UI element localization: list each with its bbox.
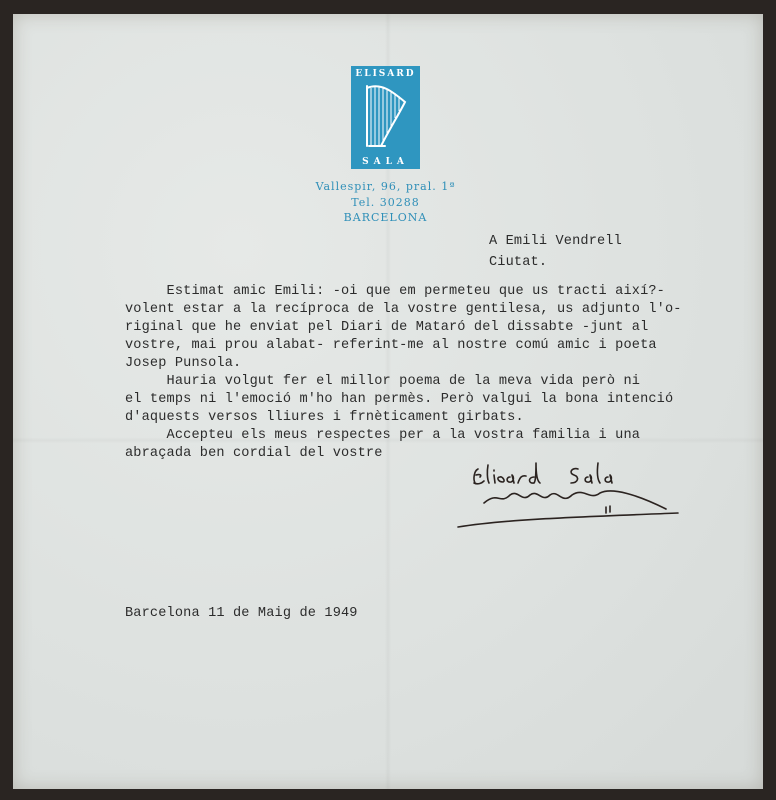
harp-icon — [359, 80, 413, 154]
letterhead-city: BARCELONA — [343, 211, 428, 224]
body-line: d'aquests versos lliures i frnèticament girbats. — [125, 410, 524, 425]
recipient-name: A Emili Vendrell — [489, 234, 622, 249]
logo-name-bottom: SALA — [362, 157, 409, 167]
body-line: Josep Punsola. — [125, 356, 242, 371]
logo-name-top: ELISARD — [355, 69, 416, 79]
body-line: volent estar a la recíproca de la vostre gentilesa, us adjunto l'o- — [125, 302, 682, 317]
body-line: riginal que he enviat pel Diari de Mataró del dissabte -junt al — [125, 320, 649, 335]
date-line: Barcelona 11 de Maig de 1949 — [125, 606, 358, 621]
body-line: abraçada ben cordial del vostre — [125, 446, 383, 461]
letterhead-tel: Tel. 30288 — [351, 196, 420, 209]
letterhead-logo — [351, 66, 420, 169]
body-line: Hauria volgut fer el millor poema de la meva vida però ni — [125, 374, 641, 389]
body-line: el temps ni l'emoció m'ho han permès. Però valgui la bona intenció — [125, 392, 674, 407]
letterhead-address: Vallespir, 96, pral. 1ª — [315, 180, 456, 193]
body-line: vostre, mai prou alabat- referint-me al nostre comú amic i poeta — [125, 338, 657, 353]
handwritten-signature — [438, 461, 683, 541]
body-line: Estimat amic Emili: -oi que em permeteu que us tracti així?- — [125, 284, 665, 299]
recipient-place: Ciutat. — [489, 255, 548, 270]
letter-page — [13, 14, 763, 789]
body-line: Accepteu els meus respectes per a la vostra familia i una — [125, 428, 641, 443]
